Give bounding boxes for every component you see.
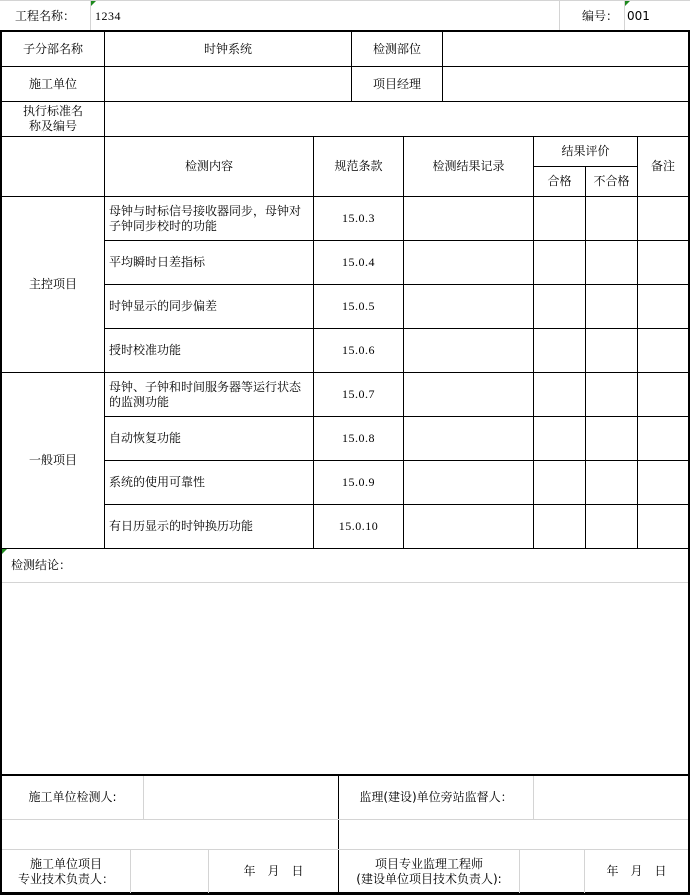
table-row-pass[interactable] [534,197,585,240]
table-row-clause: 15.0.10 [338,519,379,533]
table-row-fail[interactable] [586,285,637,328]
project-manager-label: 项目经理 [372,76,421,91]
date-year: 年 [243,864,256,878]
inspection-part-value[interactable] [443,32,688,66]
date-day: 日 [291,864,304,878]
conclusion-label: 检测结论： [11,558,72,572]
date-day: 日 [654,864,667,878]
table-row-pass[interactable] [534,505,585,548]
col-header-record: 检测结果记录 [432,159,505,173]
table-row-fail[interactable] [586,461,637,504]
construction-tech-lead-label [2,850,130,893]
table-row-clause: 15.0.4 [342,255,375,269]
standard-label [2,102,104,136]
table-row-record[interactable] [404,285,533,328]
table-row-clause: 15.0.3 [342,211,375,225]
table-row-fail[interactable] [586,417,637,460]
col-header-pass: 合格 [547,174,572,188]
table-row-record[interactable] [404,329,533,372]
table-row-pass[interactable] [534,241,585,284]
col-header-clause: 规范条款 [334,159,383,173]
table-row-record[interactable] [404,505,533,548]
col-header-fail: 不合格 [593,174,630,188]
table-row-clause: 15.0.9 [342,475,375,489]
table-row-fail[interactable] [586,505,637,548]
table-row-pass[interactable] [534,417,585,460]
table-row-clause: 15.0.5 [342,299,375,313]
subdivision-value[interactable]: 时钟系统 [203,41,252,56]
table-row-record[interactable] [404,373,533,416]
inspection-part-label: 检测部位 [372,41,421,56]
table-row-remark[interactable] [638,329,688,372]
supervision-engineer-label [339,850,519,893]
supervisor-value[interactable] [534,776,688,819]
supervision-sign-date[interactable] [585,850,688,893]
gridline [2,819,688,820]
table-row-remark[interactable] [638,197,688,240]
subdivision-label: 子分部名称 [22,41,83,56]
construction-tech-lead-line1: 施工单位项目 [29,856,102,871]
supervision-engineer-signature[interactable] [520,850,584,893]
table-row-content: 母钟与时标信号接收器同步，母钟对子钟同步校时的功能 [109,203,302,233]
table-row-remark[interactable] [638,373,688,416]
date-year: 年 [606,864,619,878]
table-row-clause: 15.0.7 [342,387,375,401]
col-header-content: 检测内容 [184,159,233,173]
table-row-fail[interactable] [586,373,637,416]
number-value[interactable]: 001 [627,8,650,23]
table-row-content: 系统的使用可靠性 [109,475,206,489]
table-row-pass[interactable] [534,461,585,504]
table-row-record[interactable] [404,461,533,504]
table-row-fail[interactable] [586,197,637,240]
group-label-main-control: 主控项目 [28,277,77,291]
table-row-remark[interactable] [638,461,688,504]
table-row-content: 母钟、子钟和时间服务器等运行状态的监测功能 [109,379,302,409]
conclusion-value[interactable] [2,583,688,774]
date-month: 月 [630,864,643,878]
table-row-pass[interactable] [534,373,585,416]
table-row-content: 时钟显示的同步偏差 [109,299,218,313]
construction-unit-value[interactable] [105,67,351,101]
table-row-content: 有日历显示的时钟换历功能 [109,519,254,533]
col-header-remark: 备注 [650,159,675,173]
table-row-clause: 15.0.6 [342,343,375,357]
table-row-remark[interactable] [638,241,688,284]
construction-tech-lead-signature[interactable] [131,850,208,893]
standard-label-line1: 执行标准名 [22,104,83,118]
construction-inspector-label: 施工单位检测人: [28,790,117,804]
table-row-remark[interactable] [638,417,688,460]
table-row-content: 授时校准功能 [109,343,182,357]
table-row-record[interactable] [404,241,533,284]
construction-unit-label: 施工单位 [28,76,77,91]
table-row-remark[interactable] [638,505,688,548]
date-month: 月 [267,864,280,878]
project-name-value[interactable]: 1234 [95,8,121,23]
standard-value[interactable] [105,102,688,136]
table-row-fail[interactable] [586,241,637,284]
table-row-pass[interactable] [534,285,585,328]
table-row-content: 自动恢复功能 [109,431,182,445]
project-name-label: 工程名称： [14,8,75,23]
group-label-general: 一般项目 [28,453,77,467]
table-row-pass[interactable] [534,329,585,372]
supervisor-label: 监理(建设)单位旁站监督人： [359,790,513,804]
table-row-clause: 15.0.8 [342,431,375,445]
number-label: 编号： [581,8,618,23]
col-header-evaluation: 结果评价 [561,144,610,158]
table-row-remark[interactable] [638,285,688,328]
table-row-content: 平均瞬时日差指标 [109,255,206,269]
table-row-record[interactable] [404,197,533,240]
supervision-engineer-line2: (建设单位项目技术负责人): [356,871,502,886]
table-row-record[interactable] [404,417,533,460]
construction-sign-date[interactable] [209,850,338,893]
construction-tech-lead-line2: 专业技术负责人： [17,871,114,886]
table-row-fail[interactable] [586,329,637,372]
project-manager-value[interactable] [443,67,688,101]
supervision-engineer-line1: 项目专业监理工程师 [374,856,483,871]
construction-inspector-value[interactable] [144,776,338,819]
standard-label-line2: 称及编号 [28,119,77,133]
